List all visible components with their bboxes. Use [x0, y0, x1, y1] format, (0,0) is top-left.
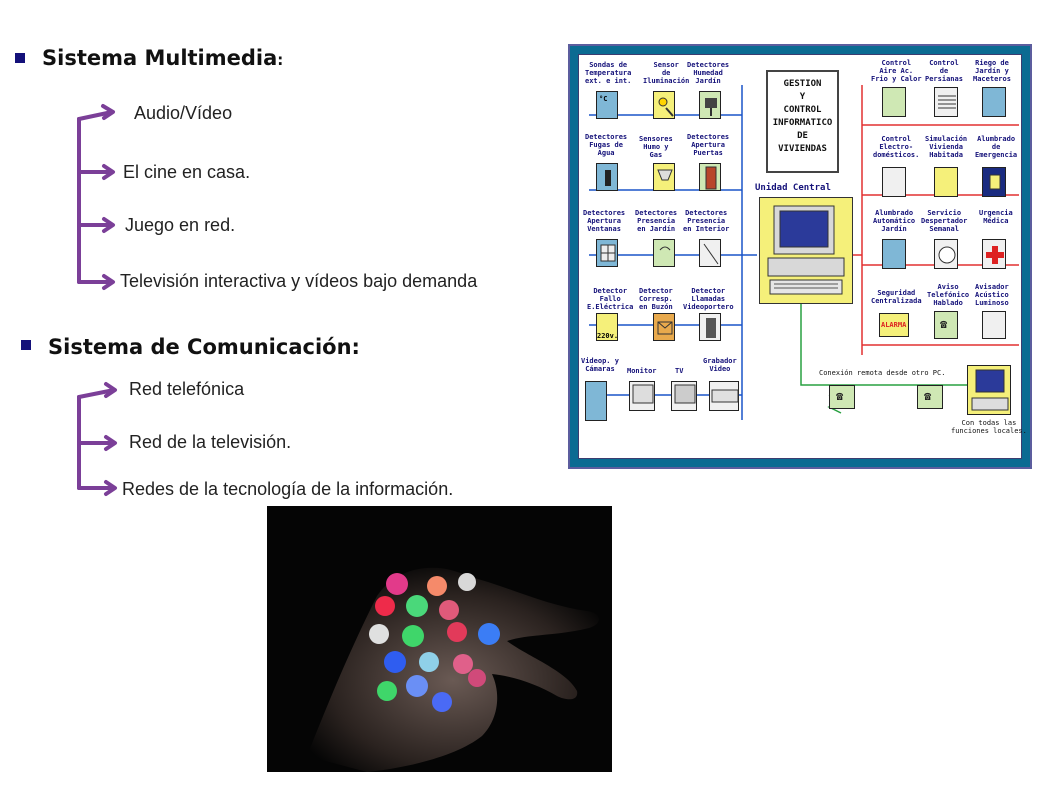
- smoke-sensor-icon: [653, 163, 675, 191]
- central-computer-icon: [759, 197, 853, 304]
- icon-220v-text: 220v.: [597, 332, 619, 340]
- camera-icon: [585, 381, 607, 421]
- appliance-icon: [882, 167, 906, 197]
- local-functions-label: Con todas las funciones locales.: [951, 419, 1027, 435]
- section-title-colon: :: [277, 51, 284, 69]
- label-detector-buzon: Detector Corresp. en Buzón: [639, 287, 673, 311]
- multimedia-item-television-interactiva: Televisión interactiva y vídeos bajo demanda: [120, 271, 478, 291]
- icon-alarma-text: ALARMA: [881, 321, 907, 329]
- alarm-clock-icon: [934, 239, 958, 269]
- label-videop-camaras: Videop. y Cámaras: [581, 357, 619, 373]
- label-monitor: Monitor: [627, 367, 657, 375]
- label-sensores-humo: Sensores Humo y Gas: [639, 135, 673, 159]
- label-detector-fallo: Detector Fallo E.Eléctrica: [587, 287, 634, 311]
- lamp-tv-icon: [934, 167, 958, 197]
- monitor-icon: [629, 381, 655, 411]
- water-leak-icon: [596, 163, 618, 191]
- label-avisador-acustico: Avisador Acústico Luminoso: [975, 283, 1009, 307]
- remote-pc-icon: [967, 365, 1011, 415]
- label-detectores-puertas: Detectores Apertura Puertas: [687, 133, 730, 157]
- phone-notice-icon: [934, 311, 958, 339]
- thermometer-icon: [596, 91, 618, 119]
- label-sensor-iluminacion: Sensor de Iluminación: [643, 61, 690, 85]
- sun-sensor-icon: [653, 91, 675, 119]
- icon-phone-glyph: ☎: [940, 317, 948, 331]
- central-box-line-0: GESTION: [783, 79, 822, 89]
- label-aviso-telefonico: Aviso Telefónico Hablado: [927, 283, 970, 307]
- videoportero-icon: [699, 313, 721, 341]
- garden-motion-icon: [653, 239, 675, 267]
- label-alumbrado-emergencia: Alumbrado de Emergencia: [975, 135, 1018, 159]
- local-phone-icon: [829, 385, 855, 409]
- led-hand-illustration: [267, 506, 612, 772]
- central-control-box: [766, 70, 839, 173]
- medical-cross-icon: [982, 239, 1006, 269]
- communication-item-red-telefonica: Red telefónica: [129, 379, 245, 399]
- central-unit-label: Unidad Central: [755, 183, 831, 193]
- remote-connection-label: Conexión remota desde otro PC.: [819, 369, 946, 377]
- blinds-icon: [934, 87, 958, 117]
- mailbox-icon: [653, 313, 675, 341]
- label-tv: TV: [675, 367, 684, 375]
- label-urgencia-medica: Urgencia Médica: [979, 209, 1013, 225]
- label-detectores-humedad: Detectores Humedad Jardín: [687, 61, 730, 85]
- section-title-multimedia-text: Sistema Multimedia: [42, 46, 278, 70]
- video-recorder-icon: [709, 381, 739, 411]
- acoustic-alarm-icon: [982, 311, 1006, 339]
- central-box-line-2: CONTROL: [783, 105, 822, 115]
- remote-phone-icon: [917, 385, 943, 409]
- tv-icon: [671, 381, 697, 411]
- alarm-panel-icon: [879, 313, 909, 337]
- label-seguridad-centralizada: Seguridad Centralizada: [871, 289, 922, 305]
- garden-light-icon: [882, 239, 906, 269]
- led-hand-photo: [267, 506, 612, 772]
- section-title-communication: Sistema de Comunicación:: [48, 335, 360, 359]
- humidity-sensor-icon: [699, 91, 721, 119]
- label-control-persianas: Control de Persianas: [925, 59, 963, 83]
- central-box-line-3: INFORMATICO: [772, 118, 833, 128]
- label-servicio-despertador: Servicio Despertador Semanal: [921, 209, 968, 233]
- icon-phone-glyph-remote: ☎: [924, 389, 932, 403]
- communication-item-redes-tecnologia: Redes de la tecnología de la información.: [122, 479, 454, 499]
- door-sensor-icon: [699, 163, 721, 191]
- central-box-line-1: Y: [799, 92, 806, 102]
- label-simulacion-vivienda: Simulación Vivienda Habitada: [925, 135, 968, 159]
- interior-motion-icon: [699, 239, 721, 267]
- label-detectores-ventanas: Detectores Apertura Ventanas: [583, 209, 626, 233]
- power-outlet-icon: [596, 313, 618, 341]
- multimedia-item-audio-video: Audio/Vídeo: [134, 103, 233, 123]
- central-box-line-4: DE: [797, 131, 808, 141]
- icon-celsius-text: °C: [599, 95, 608, 103]
- label-presencia-interior: Detectores Presencia en Interior: [683, 209, 730, 233]
- label-alumbrado-jardin: Alumbrado Automático Jardín: [873, 209, 916, 233]
- diagram-inner-panel: [578, 54, 1027, 459]
- air-conditioning-icon: [882, 87, 906, 117]
- icon-phone-glyph-local: ☎: [836, 389, 844, 403]
- label-presencia-jardin: Detectores Presencia en Jardín: [635, 209, 678, 233]
- label-riego-jardin: Riego de Jardín y Maceteros: [973, 59, 1011, 83]
- emergency-light-icon: [982, 167, 1006, 197]
- label-grabador-video: Grabador Video: [703, 357, 737, 373]
- multimedia-item-juego-en-red: Juego en red.: [125, 215, 236, 235]
- home-automation-diagram: [568, 44, 1032, 469]
- label-control-aire: Control Aire Ac. Frio y Calor: [871, 59, 922, 83]
- label-detectores-fugas: Detectores Fugas de Agua: [585, 133, 628, 157]
- label-sondas-temperatura: Sondas de Temperatura ext. e int.: [585, 61, 632, 85]
- section-bullet-communication: [21, 340, 31, 350]
- central-box-line-5: VIVIENDAS: [778, 144, 827, 154]
- label-control-electrodomesticos: Control Electro- domésticos.: [873, 135, 920, 159]
- label-detector-videoportero: Detector Llamadas Videoportero: [683, 287, 734, 311]
- window-sensor-icon: [596, 239, 618, 267]
- communication-item-red-television: Red de la televisión.: [129, 432, 292, 452]
- irrigation-icon: [982, 87, 1006, 117]
- multimedia-item-cine-en-casa: El cine en casa.: [123, 162, 251, 182]
